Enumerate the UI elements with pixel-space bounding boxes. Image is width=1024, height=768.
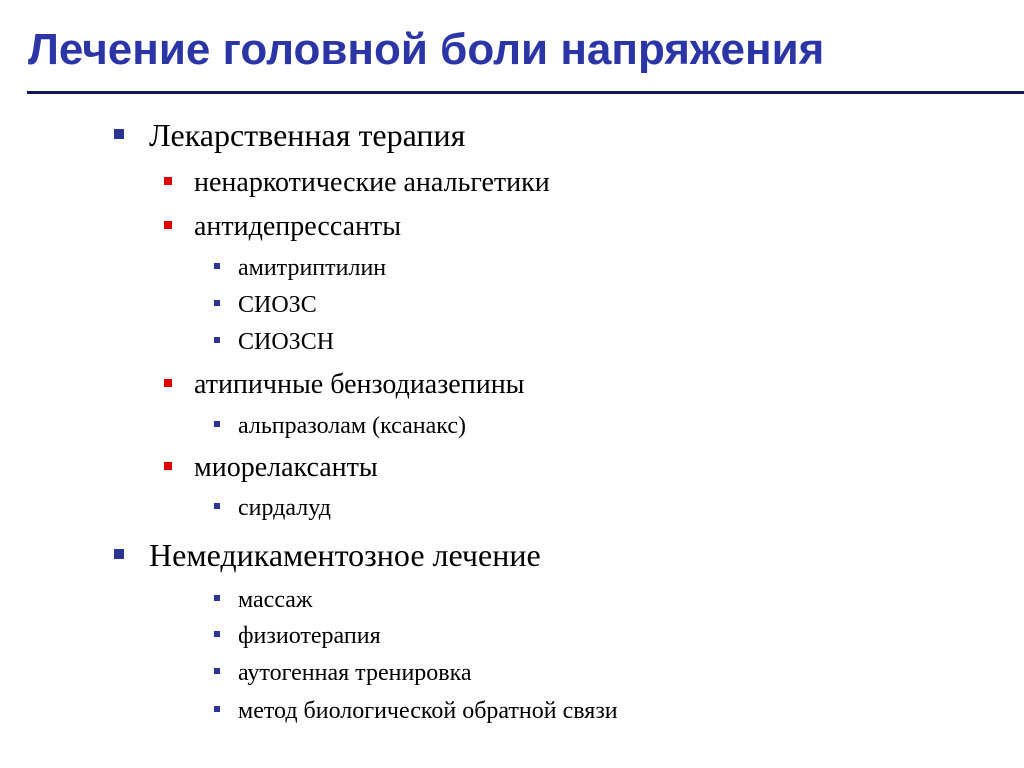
list-item-amitriptyline [238,254,386,282]
list-item-label: метод биологической обратной связи [238,698,618,724]
list-item-label: аутогенная тренировка [238,660,472,686]
list-item-label: физиотерапия [238,623,381,649]
square-bullet-icon [214,668,220,674]
list-item-label: Лекарственная терапия [149,117,466,153]
square-bullet-icon [164,462,172,470]
list-item-antidepressants [194,211,401,243]
list-item-label: антидепрессанты [194,211,402,242]
list-item-biofeedback [238,697,618,725]
slide-title: Лечение головной боли напряжения [28,25,825,74]
list-item-label: СИОЗС [238,292,317,318]
list-item-drug-therapy [149,117,465,153]
title-divider [27,91,1024,94]
list-item-label: альпразолам (ксанакс) [238,413,466,439]
list-item-label: миорелаксанты [194,452,378,483]
square-bullet-icon [164,221,172,229]
list-item-non-drug-treatment [149,537,541,573]
list-item-label: СИОЗСН [238,329,335,355]
list-item-massage [238,586,313,614]
list-item-label: Немедикаментозное лечение [149,537,541,573]
list-item-alprazolam [238,412,466,440]
square-bullet-icon [114,549,124,559]
list-item-muscle-relaxants [194,452,378,484]
list-item-ssri [238,291,317,319]
list-item-physiotherapy [238,622,381,650]
square-bullet-icon [214,300,220,306]
square-bullet-icon [214,421,220,427]
list-item-atypical-benzodiazepines [194,369,525,401]
list-item-label: сирдалуд [238,495,331,521]
list-item-label: ненаркотические анальгетики [194,167,550,198]
list-item-label: амитриптилин [238,255,387,281]
square-bullet-icon [214,631,220,637]
list-item-label: массаж [238,587,313,613]
list-item-label: атипичные бензодиазепины [194,369,525,400]
square-bullet-icon [214,595,220,601]
list-item-non-narcotic-analgesics [194,167,550,199]
square-bullet-icon [164,379,172,387]
square-bullet-icon [214,503,220,509]
list-item-autogenic-training [238,659,472,687]
square-bullet-icon [114,129,124,139]
list-item-sirdalud [238,494,331,522]
list-item-snri [238,328,334,356]
square-bullet-icon [214,706,220,712]
square-bullet-icon [164,177,172,185]
square-bullet-icon [214,337,220,343]
square-bullet-icon [214,263,220,269]
